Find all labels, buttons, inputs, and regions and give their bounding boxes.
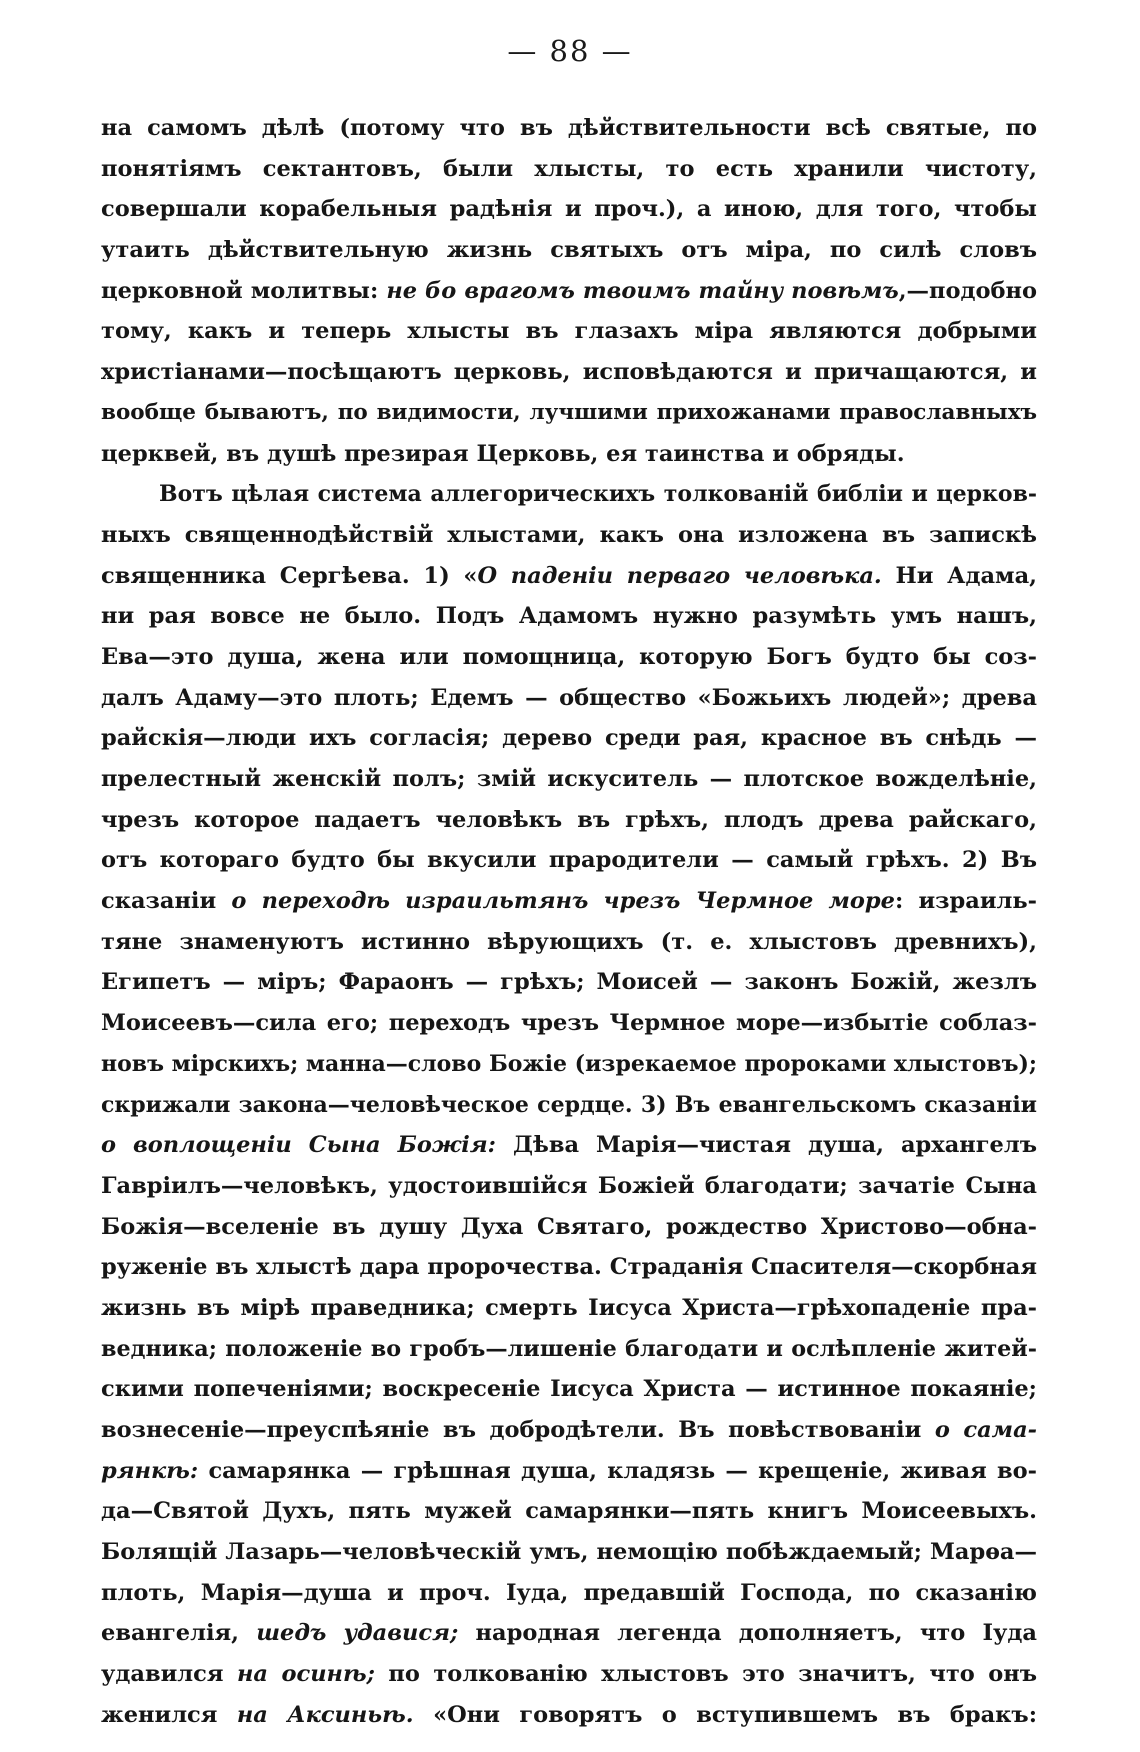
text-line [101, 1166, 1037, 1207]
text-line [101, 556, 1037, 597]
text-line [101, 800, 1037, 841]
text-line [101, 596, 1037, 637]
text-line [101, 1247, 1037, 1288]
text-segment: Вотъ цѣлая система аллегорическихъ толкованій библіи и церков- [159, 481, 1037, 508]
text-segment: христіанами—посѣщаютъ церковь, исповѣдаются и причащаются, и [101, 359, 1037, 386]
text-segment: ,—подобно [898, 277, 1037, 304]
italic-quote: не бо врагомъ твоимъ тайну повѣмъ [386, 277, 899, 304]
text-segment: утаить дѣйствительную жизнь святыхъ отъ міра, по силѣ словъ [101, 237, 1037, 264]
text-line [101, 1695, 1037, 1736]
text-segment: тому, какъ и теперь хлысты въ глазахъ міра являются добрыми [101, 318, 1037, 345]
text-segment: тяне знаменуютъ истинно вѣрующихъ (т. е. хлыстовъ древнихъ), [101, 928, 1037, 955]
text-line [101, 840, 1037, 881]
italic-quote: о переходѣ израильтянъ чрезъ Чермное море [231, 888, 895, 915]
text-segment: сказаніи [101, 888, 232, 915]
text-line [101, 678, 1037, 719]
text-segment: совершали корабельныя радѣнія и проч.), а иною, для того, чтобы [101, 196, 1037, 223]
text-segment: скими попеченіями; воскресеніе Іисуса Христа — истинное покаяніе; [101, 1376, 1037, 1403]
text-line [101, 1613, 1037, 1654]
text-line [101, 393, 1037, 434]
text-segment: вознесеніе—преуспѣяніе въ добродѣтели. Въ повѣствованіи [101, 1417, 935, 1443]
text-segment: понятіямъ сектантовъ, были хлысты, то есть хранили чистоту, [101, 155, 1037, 182]
text-line [101, 1044, 1037, 1085]
text-segment: : израиль- [894, 888, 1037, 915]
italic-quote: О паденіи перваго человѣка. [477, 562, 882, 589]
text-line [101, 1329, 1037, 1370]
text-line [101, 637, 1037, 678]
text-line [101, 1573, 1037, 1614]
text-line [101, 352, 1037, 393]
text-line [101, 1654, 1037, 1695]
text-segment: руженіе въ хлыстѣ дара пророчества. Страданія Спасителя—скорбная [101, 1254, 1037, 1281]
text-line [101, 1451, 1037, 1492]
text-segment: евангелія, [101, 1620, 257, 1647]
text-line [101, 271, 1037, 312]
text-segment: народная легенда дополняетъ, что Іуда [458, 1620, 1037, 1647]
text-segment: священника Сергѣева. 1) « [101, 562, 478, 589]
text-line [101, 1491, 1037, 1532]
text-segment: Ни Адама, [881, 562, 1037, 589]
text-line [101, 1369, 1037, 1410]
text-line [101, 1410, 1037, 1451]
text-segment: самарянка — грѣшная душа, кладязь — крещеніе, живая во- [198, 1457, 1037, 1484]
text-segment: женился [101, 1701, 237, 1728]
text-line [101, 922, 1037, 963]
text-line [101, 881, 1037, 922]
text-segment: на самомъ дѣлѣ (потому что въ дѣйствительности всѣ святые, по [101, 115, 1037, 141]
text-segment: далъ Адаму—это плоть; Едемъ — общество «Божьихъ людей»; древа [101, 684, 1037, 711]
text-segment: да—Святой Духъ, пять мужей самарянки—пять книгъ Моисеевыхъ. [101, 1498, 1037, 1525]
paragraph-first-line [101, 474, 1037, 515]
text-segment: прелестный женскій полъ; змій искуситель — плотское вожделѣніе, [101, 766, 1037, 792]
text-segment: новъ мірскихъ; манна—слово Божіе (изрекаемое пророками хлыстовъ); [101, 1050, 1037, 1077]
text-line [101, 311, 1037, 352]
text-line [101, 108, 1037, 149]
body-text [101, 108, 1037, 1736]
text-line [101, 759, 1037, 800]
text-line [101, 1207, 1037, 1248]
text-segment: Болящій Лазарь—человѣческій умъ, немощію побѣждаемый; Марѳа— [101, 1539, 1037, 1566]
text-segment: ни рая вовсе не было. Подъ Адамомъ нужно разумѣть умъ нашъ, [101, 603, 1037, 630]
text-segment: чрезъ которое падаетъ человѣкъ въ грѣхъ, плодъ древа райскаго, [101, 806, 1037, 833]
text-segment: скрижали закона—человѣческое сердце. 3) Въ евангельскомъ сказаніи [101, 1091, 1037, 1118]
text-line [101, 149, 1037, 190]
text-line [101, 1532, 1037, 1573]
text-line [101, 1003, 1037, 1044]
text-segment: по толкованію хлыстовъ это значитъ, что онъ [374, 1661, 1037, 1688]
page-number: — 88 — [507, 34, 633, 68]
italic-quote: о воплощеніи Сына Божія: [101, 1132, 496, 1159]
text-line [101, 189, 1037, 230]
text-line [101, 515, 1037, 556]
text-segment: ныхъ священнодѣйствій хлыстами, какъ она изложена въ запискѣ [101, 521, 1037, 548]
italic-quote: рянкѣ: [101, 1457, 199, 1484]
text-segment: Дѣва Марія—чистая душа, архангелъ [495, 1132, 1037, 1159]
text-line [101, 1085, 1037, 1126]
text-line [101, 434, 1037, 475]
italic-quote: шедъ удавися; [256, 1620, 459, 1647]
text-segment: жизнь въ мірѣ праведника; смерть Іисуса Христа—грѣхопаденіе пра- [101, 1294, 1037, 1321]
text-line [101, 1125, 1037, 1166]
text-segment: вообще бываютъ, по видимости, лучшими прихожанами православныхъ [101, 399, 1037, 425]
text-segment: ведника; положеніе во гробъ—лишеніе благодати и ослѣпленіе житей- [101, 1335, 1037, 1362]
text-segment: Ева—это душа, жена или помощница, которую Богъ будто бы соз- [101, 643, 1037, 670]
italic-quote: на Аксиньѣ. [236, 1701, 414, 1728]
text-segment: плоть, Марія—душа и проч. Іуда, предавшій Господа, по сказанію [101, 1579, 1037, 1606]
text-segment: церквей, въ душѣ презирая Церковь, ея таинства и обряды. [101, 440, 905, 467]
text-segment: Божія—вселеніе въ душу Духа Святаго, рождество Христово—обна- [101, 1213, 1037, 1240]
text-segment: церковной молитвы: [101, 277, 387, 304]
text-segment: удавился [101, 1661, 237, 1688]
text-segment: «Они говорятъ о вступившемъ въ бракъ: [413, 1701, 1037, 1728]
text-line [101, 718, 1037, 759]
italic-quote: о сама- [934, 1417, 1037, 1443]
text-line [101, 230, 1037, 271]
text-line [101, 962, 1037, 1003]
text-segment: Гавріилъ—человѣкъ, удостоившійся Божіей благодати; зачатіе Сына [101, 1172, 1037, 1199]
text-segment: Моисеевъ—сила его; переходъ чрезъ Чермное море—избытіе соблаз- [101, 1010, 1037, 1037]
text-segment: райскія—люди ихъ согласія; дерево среди рая, красное въ снѣдь — [101, 725, 1037, 752]
text-segment: отъ котораго будто бы вкусили прародители — самый грѣхъ. 2) Въ [101, 847, 1037, 874]
text-line [101, 1288, 1037, 1329]
italic-quote: на осинѣ; [237, 1661, 375, 1688]
text-segment: Египетъ — міръ; Фараонъ — грѣхъ; Моисей — законъ Божій, жезлъ [101, 969, 1037, 996]
